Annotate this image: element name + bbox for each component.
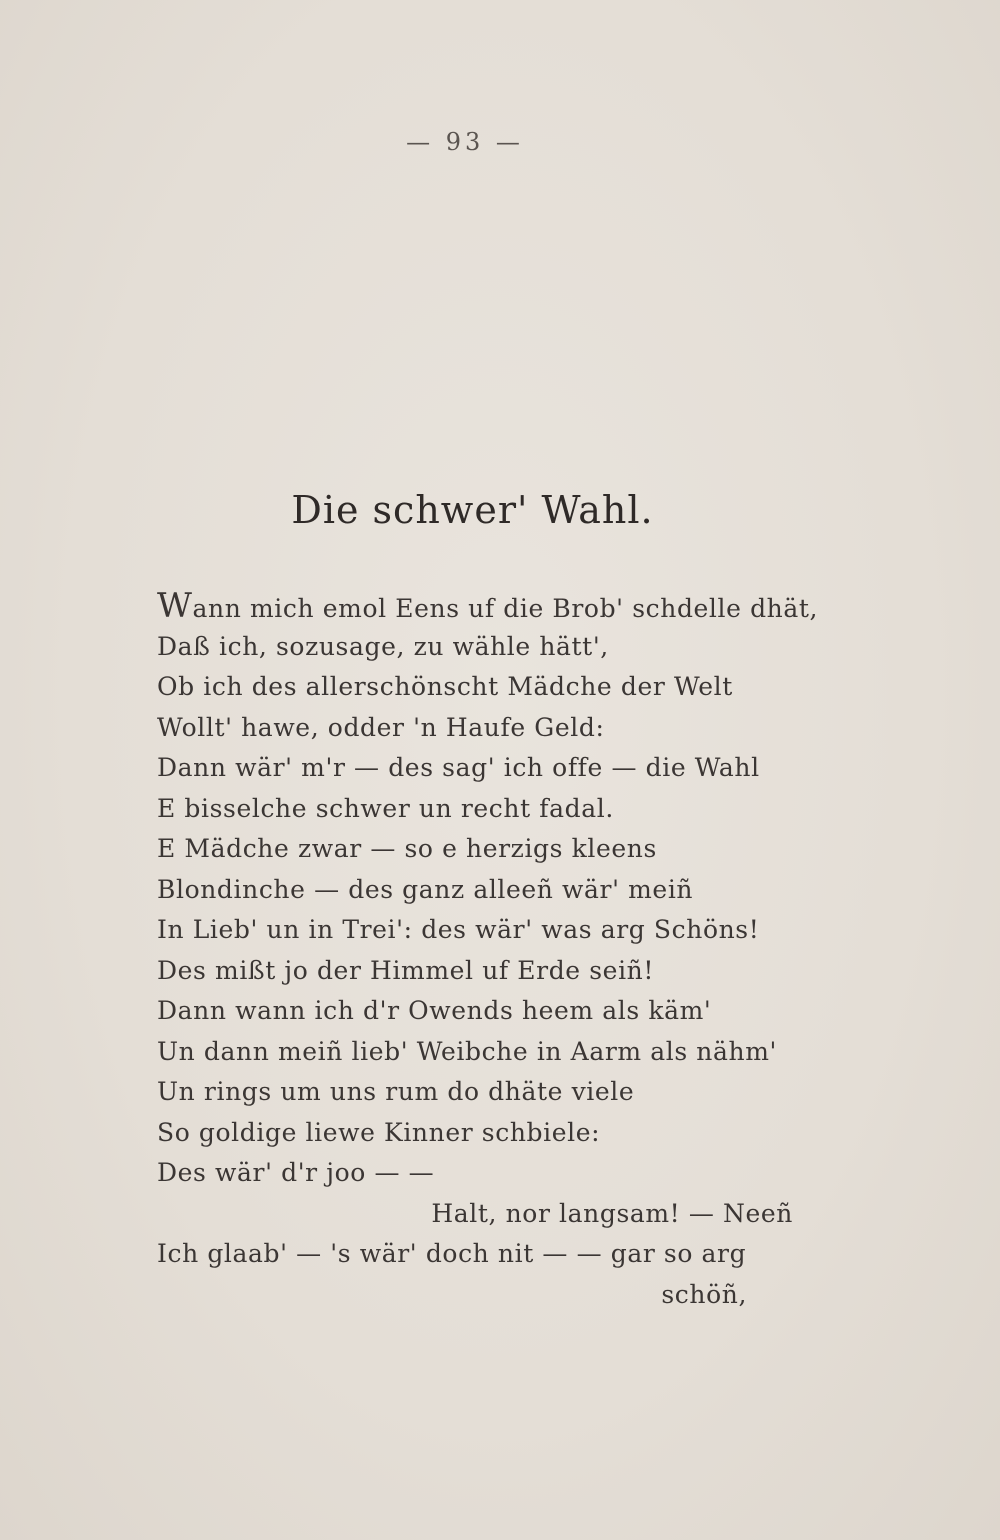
poem-line: Blondinche — des ganz alleeñ wär' meiñ [157, 874, 694, 904]
poem-line-indented: Halt, nor langsam! — Neeñ [431, 1198, 793, 1228]
poem-line-text: ann mich emol Eens uf die Brob' schdelle dhät, [192, 594, 819, 623]
poem-line: Dann wär' m'r — des sag' ich offe — die Wahl [157, 753, 760, 782]
poem-line: So goldige liewe Kinner schbiele: [157, 1117, 601, 1147]
page-number: — 93 — [406, 128, 524, 156]
poem-line-continuation: schöñ, [661, 1279, 747, 1309]
poem-body [157, 586, 819, 1315]
poem-line: Un dann meiñ lieb' Weibche in Aarm als nähm' [157, 1036, 777, 1066]
poem-line: E Mädche zwar — so e herzigs kleens [157, 834, 657, 863]
poem-line: In Lieb' un in Trei': des wär' was arg Schöns! [157, 915, 760, 944]
poem-line: Daß ich, sozusage, zu wähle hätt', [157, 631, 609, 661]
poem-line: E bisselche schwer un recht fadal. [157, 793, 614, 823]
poem-line [157, 586, 819, 627]
poem-line: Ich glaab' — 's wär' doch nit — — gar so arg [157, 1239, 747, 1268]
poem-line: Un rings um uns rum do dhäte viele [157, 1077, 635, 1106]
drop-initial: W [157, 586, 193, 626]
poem-line: Des mißt jo der Himmel uf Erde seiñ! [157, 955, 655, 985]
poem-line: Dann wann ich d'r Owends heem als käm' [157, 996, 712, 1025]
poem-title: Die schwer' Wahl. [291, 488, 654, 532]
poem-line: Wollt' hawe, odder 'n Haufe Geld: [157, 712, 605, 742]
poem-line: Ob ich des allerschönscht Mädche der Welt [157, 672, 733, 701]
poem-line: Des wär' d'r joo — — [157, 1158, 435, 1187]
